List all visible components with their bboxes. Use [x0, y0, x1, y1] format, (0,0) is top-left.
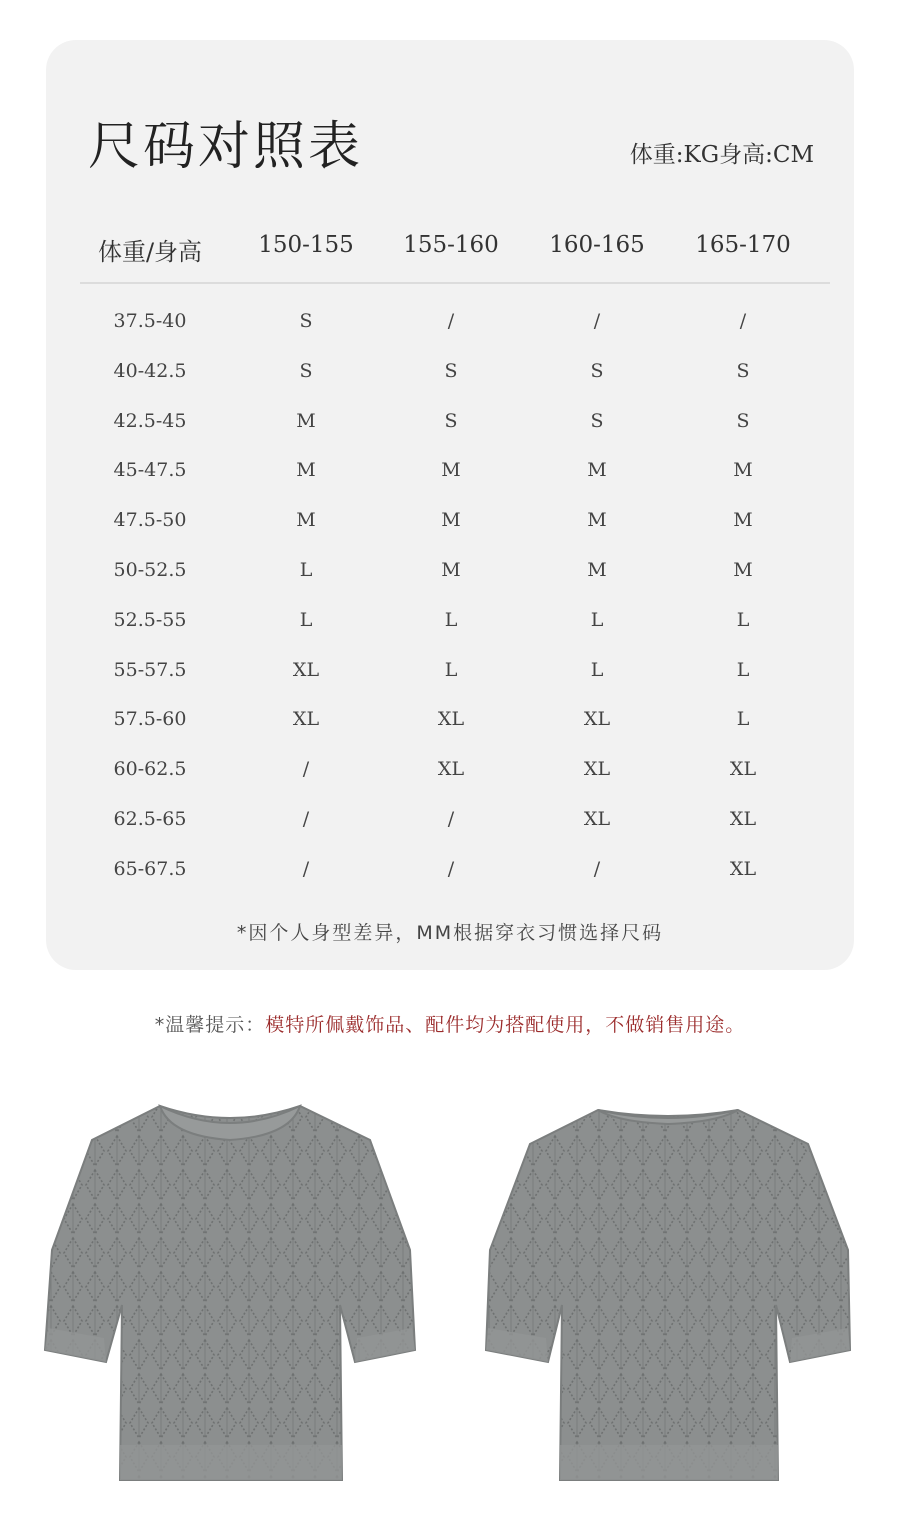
- size-cell: S: [299, 310, 313, 332]
- size-cell: XL: [583, 758, 611, 781]
- table-row: [80, 696, 830, 746]
- size-cell: /: [447, 310, 455, 332]
- sweater-back-image: [478, 1100, 858, 1490]
- size-cell: M: [587, 509, 607, 532]
- header-height-165-170: 165-170: [695, 232, 791, 258]
- table-row: [80, 497, 830, 547]
- size-cell: XL: [437, 758, 465, 781]
- size-cell: /: [302, 857, 310, 880]
- table-row: [80, 647, 830, 697]
- weight-range-cell: 60-62.5: [113, 758, 187, 781]
- weight-range-cell: 62.5-65: [113, 807, 187, 830]
- size-cell: L: [444, 608, 458, 631]
- size-cell: XL: [583, 807, 611, 830]
- size-cell: M: [441, 459, 461, 482]
- size-cell: M: [733, 558, 753, 581]
- size-cell: M: [587, 558, 607, 581]
- table-row: [80, 398, 830, 448]
- size-cell: S: [736, 359, 750, 382]
- size-cell: XL: [729, 857, 757, 880]
- header-height-150-155: 150-155: [258, 232, 354, 258]
- size-cell: S: [444, 409, 458, 432]
- size-cell: XL: [437, 708, 465, 731]
- size-cell: L: [590, 608, 604, 631]
- size-cell: L: [736, 708, 750, 731]
- size-cell: S: [736, 409, 750, 432]
- unit-note: 体重:KG身高:CM: [629, 142, 814, 168]
- size-cell: XL: [729, 758, 757, 781]
- table-row: [80, 447, 830, 497]
- table-header: [80, 228, 830, 284]
- tip-line: [0, 1010, 900, 1037]
- header-height-160-165: 160-165: [549, 232, 645, 258]
- table-row: [80, 348, 830, 398]
- size-cell: XL: [729, 807, 757, 830]
- size-cell: L: [299, 608, 313, 631]
- size-chart-card: [46, 40, 854, 970]
- size-cell: S: [590, 359, 604, 382]
- size-cell: S: [444, 359, 458, 382]
- size-cell: /: [593, 857, 601, 880]
- size-cell: M: [587, 459, 607, 482]
- size-cell: M: [441, 558, 461, 581]
- size-cell: M: [296, 409, 316, 432]
- table-body: [80, 298, 830, 896]
- size-cell: M: [296, 459, 316, 482]
- size-cell: /: [447, 857, 455, 880]
- weight-range-cell: 45-47.5: [113, 459, 187, 482]
- weight-range-cell: 42.5-45: [113, 409, 187, 432]
- header-weight-height: 体重/身高: [97, 238, 203, 266]
- size-cell: M: [296, 509, 316, 532]
- weight-range-cell: 37.5-40: [113, 310, 187, 332]
- size-cell: /: [447, 807, 455, 830]
- size-cell: L: [736, 658, 750, 681]
- weight-range-cell: 50-52.5: [113, 558, 187, 581]
- size-cell: L: [736, 608, 750, 631]
- tip-text: 模特所佩戴饰品、配件均为搭配使用，不做销售用途。: [265, 1014, 746, 1036]
- size-cell: /: [302, 758, 310, 781]
- weight-range-cell: 55-57.5: [113, 658, 187, 681]
- size-cell: L: [299, 558, 313, 581]
- table-row: [80, 597, 830, 647]
- weight-range-cell: 65-67.5: [113, 857, 187, 880]
- size-cell: S: [590, 409, 604, 432]
- size-cell: M: [733, 509, 753, 532]
- size-cell: /: [302, 807, 310, 830]
- table-row: [80, 746, 830, 796]
- size-cell: S: [299, 359, 313, 382]
- table-row: [80, 796, 830, 846]
- page-title: 尺码对照表: [88, 117, 364, 177]
- size-cell: /: [593, 310, 601, 332]
- size-cell: M: [441, 509, 461, 532]
- size-cell: /: [739, 310, 747, 332]
- table-row: [80, 547, 830, 597]
- weight-range-cell: 52.5-55: [113, 608, 187, 631]
- size-cell: M: [733, 459, 753, 482]
- size-cell: L: [444, 658, 458, 681]
- table-row: [80, 846, 830, 896]
- size-cell: XL: [292, 658, 320, 681]
- weight-range-cell: 47.5-50: [113, 509, 187, 532]
- product-photos: [0, 1090, 900, 1510]
- size-cell: XL: [292, 708, 320, 731]
- table-row: [80, 298, 830, 348]
- header-height-155-160: 155-160: [403, 232, 499, 258]
- weight-range-cell: 57.5-60: [113, 708, 187, 731]
- tip-lead: *温馨提示：: [154, 1014, 266, 1036]
- sweater-front-image: [40, 1100, 420, 1490]
- size-cell: XL: [583, 708, 611, 731]
- footnote: *因个人身型差异，MM根据穿衣习惯选择尺码: [236, 922, 664, 944]
- size-cell: L: [590, 658, 604, 681]
- weight-range-cell: 40-42.5: [113, 359, 187, 382]
